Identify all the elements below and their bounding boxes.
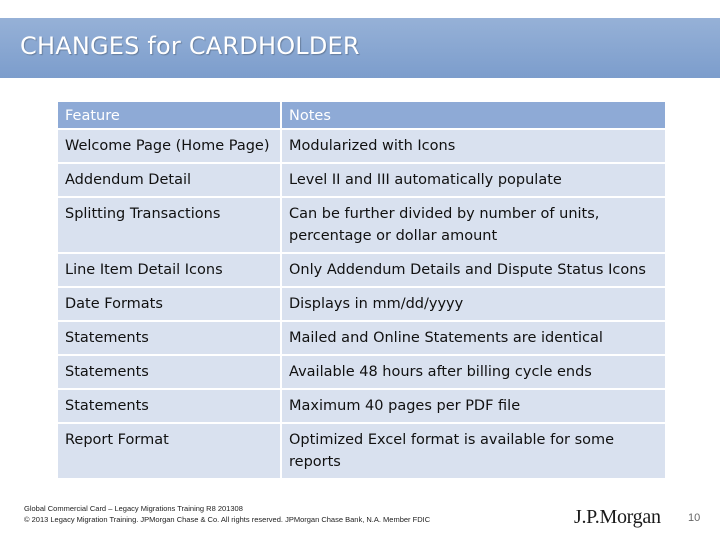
notes-cell: Can be further divided by number of units, percentage or dollar amount [282, 198, 665, 254]
feature-cell: Statements [58, 356, 282, 390]
feature-cell: Statements [58, 390, 282, 424]
table-row [58, 130, 665, 164]
table-row [58, 390, 665, 424]
notes-cell: Optimized Excel format is available for some reports [282, 424, 665, 480]
table-row [58, 322, 665, 356]
header-notes: Notes [282, 102, 665, 130]
table-row [58, 254, 665, 288]
jpmorgan-logo: J.P.Morgan [574, 506, 661, 528]
feature-cell: Statements [58, 322, 282, 356]
header-feature: Feature [58, 102, 282, 130]
notes-cell: Displays in mm/dd/yyyy [282, 288, 665, 322]
title-bar [0, 18, 720, 78]
notes-cell: Only Addendum Details and Dispute Status Icons [282, 254, 665, 288]
notes-cell: Modularized with Icons [282, 130, 665, 164]
table-row [58, 198, 665, 254]
notes-cell: Maximum 40 pages per PDF file [282, 390, 665, 424]
footer-text [24, 503, 430, 525]
table-row [58, 424, 665, 480]
slide-title: CHANGES for CARDHOLDER [20, 32, 360, 60]
footer-line-2: © 2013 Legacy Migration Training. JPMorgan Chase & Co. All rights reserved. JPMorgan Chase Bank, N.A. Member FDIC [24, 515, 431, 524]
feature-cell: Welcome Page (Home Page) [58, 130, 282, 164]
changes-table [58, 102, 665, 480]
footer-line-1: Global Commercial Card – Legacy Migrations Training R8 201308 [24, 504, 243, 513]
feature-cell: Splitting Transactions [58, 198, 282, 254]
notes-cell: Level II and III automatically populate [282, 164, 665, 198]
feature-cell: Report Format [58, 424, 282, 480]
table-row [58, 164, 665, 198]
page-number: 10 [688, 512, 701, 524]
table-header-row [58, 102, 665, 130]
table-row [58, 288, 665, 322]
feature-cell: Date Formats [58, 288, 282, 322]
feature-cell: Line Item Detail Icons [58, 254, 282, 288]
notes-cell: Mailed and Online Statements are identical [282, 322, 665, 356]
notes-cell: Available 48 hours after billing cycle ends [282, 356, 665, 390]
table-row [58, 356, 665, 390]
feature-cell: Addendum Detail [58, 164, 282, 198]
